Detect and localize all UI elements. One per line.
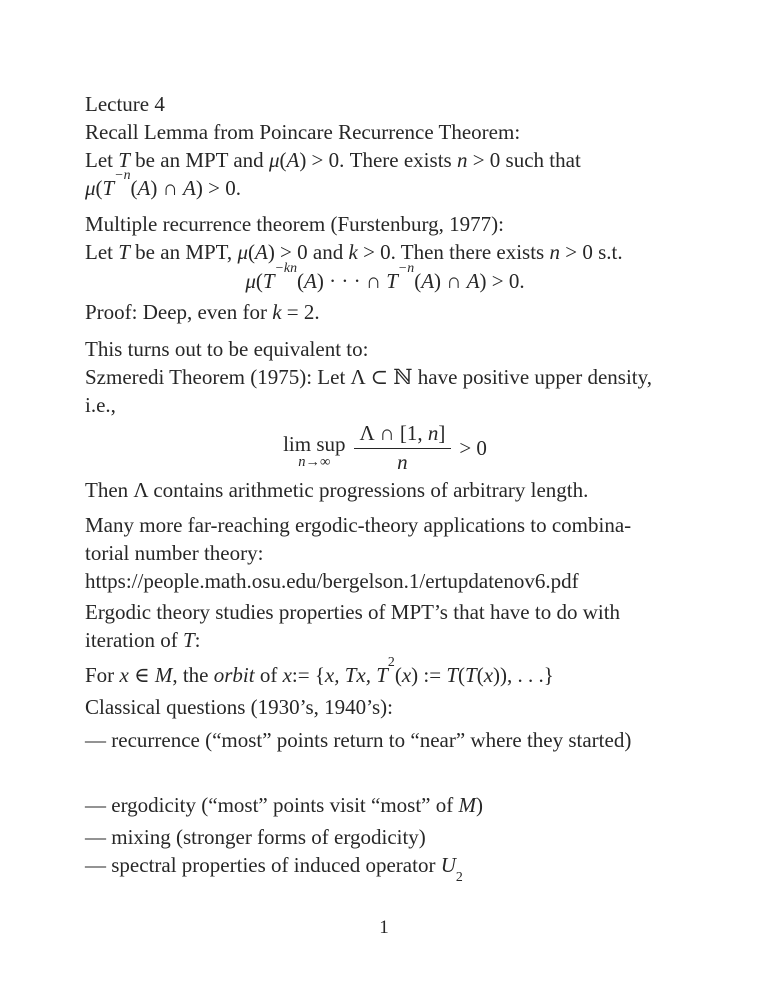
- text-line: [85, 240, 593, 264]
- text-run: Let: [85, 240, 119, 264]
- text-line: [85, 628, 201, 652]
- text-run: k: [272, 300, 282, 324]
- text-run: x: [282, 663, 292, 687]
- text-line: [85, 695, 393, 719]
- text-run: Then Λ contains arithmetic progressions of arbitrary length.: [85, 478, 589, 502]
- list-item-spectral-properties: [85, 851, 685, 884]
- text-run: — recurrence (“most” points return to “near” where they started): [85, 728, 632, 752]
- para-recall-lemma: [85, 118, 685, 146]
- text-run: > 0: [459, 435, 487, 460]
- text-run: Classical questions (1930’s, 1940’s):: [85, 695, 393, 719]
- text-line: [85, 393, 116, 417]
- text-run: A: [137, 176, 151, 200]
- text-run: (: [95, 176, 103, 200]
- text-run: −kn: [274, 260, 298, 276]
- text-line: [85, 92, 165, 116]
- para-multiple-recurrence-theorem: [85, 210, 685, 238]
- text-run: A: [421, 269, 435, 293]
- relation-text: [459, 434, 487, 462]
- page-number: 1: [379, 917, 389, 938]
- limsup-subscript: [298, 455, 330, 470]
- text-line: [85, 148, 581, 172]
- text-run: x: [119, 663, 129, 687]
- text-run: ) > 0 and: [267, 240, 349, 264]
- text-run: For: [85, 663, 120, 687]
- text-run: x: [483, 663, 494, 687]
- text-run: ) ∩: [434, 269, 467, 293]
- text-line: [85, 541, 263, 565]
- text-run: n: [549, 240, 560, 264]
- para-ergodic-theory-studies: [85, 598, 685, 654]
- text-run: be an MPT,: [129, 240, 238, 264]
- text-run: T: [386, 269, 398, 293]
- reference-url-text: [85, 569, 579, 593]
- text-run: ): [475, 793, 483, 817]
- text-line: [85, 212, 504, 236]
- para-equivalent-remark: [85, 335, 685, 363]
- text-run: orbit: [213, 663, 255, 687]
- text-run: > 0: [559, 240, 593, 264]
- text-line: [85, 825, 426, 849]
- display-equation-multiple-recurrence: [85, 260, 685, 296]
- text-line: [85, 793, 483, 817]
- text-run: Λ ∩ [1,: [359, 421, 428, 445]
- text-run: (: [255, 269, 263, 293]
- text-run: (: [458, 663, 466, 687]
- para-classical-questions: [85, 693, 685, 721]
- text-run: Multiple recurrence theorem (Furstenburg, 1977):: [85, 212, 504, 236]
- text-run: s.t.: [598, 240, 623, 264]
- fraction-denominator: [354, 449, 452, 474]
- text-run: x, Tx, T: [324, 663, 388, 687]
- text-run: of: [254, 663, 283, 687]
- para-arithmetic-progressions: [85, 476, 685, 504]
- text-run: μ: [245, 269, 256, 293]
- text-line: [85, 167, 241, 200]
- text-run: T: [262, 269, 275, 293]
- text-run: T: [102, 176, 115, 200]
- text-run: →∞: [305, 454, 331, 470]
- text-run: Let: [85, 148, 119, 172]
- para-lecture-title: [85, 90, 685, 118]
- text-run: Recall Lemma from Poincare Recurrence Theorem:: [85, 120, 521, 144]
- para-poincare-lemma-statement: [85, 146, 685, 202]
- text-line: [85, 654, 554, 687]
- text-line: [85, 120, 520, 144]
- text-line: [85, 337, 368, 361]
- fraction-numerator: [354, 421, 452, 449]
- text-run: torial number theory:: [85, 541, 264, 565]
- text-run: T: [118, 240, 130, 264]
- text-run: (: [414, 269, 422, 293]
- para-reference-url: [85, 567, 685, 595]
- text-run: 2: [455, 868, 463, 884]
- text-run: −n: [397, 260, 415, 276]
- text-run: , the: [172, 663, 214, 687]
- page-footer: [0, 916, 768, 940]
- text-run: n: [427, 421, 439, 445]
- text-run: M: [154, 663, 173, 687]
- text-run: T: [118, 148, 130, 172]
- text-line: [85, 478, 588, 502]
- text-run: μ: [85, 176, 96, 200]
- para-proof-remark: [85, 298, 685, 326]
- text-run: (: [394, 663, 402, 687]
- page-body: [85, 90, 685, 884]
- equation-text: [245, 260, 525, 293]
- text-line: [85, 853, 463, 884]
- text-run: (: [130, 176, 138, 200]
- text-run: := {: [291, 663, 325, 687]
- text-run: n: [456, 148, 468, 172]
- text-run: Proof: Deep, even for: [85, 300, 273, 324]
- text-run: i.e.,: [85, 393, 116, 417]
- text-run: ]: [438, 421, 446, 445]
- text-line: [598, 240, 623, 264]
- text-run: A: [286, 148, 300, 172]
- text-run: T: [182, 628, 195, 652]
- text-run: U: [440, 853, 456, 877]
- text-run: (: [476, 663, 484, 687]
- text-run: — ergodicity (“most” points visit “most” of: [85, 793, 459, 817]
- para-szmeredi-theorem: [85, 363, 685, 419]
- text-run: ) > 0.: [479, 269, 525, 293]
- text-run: ) :=: [411, 663, 447, 687]
- limsup-operator: [283, 433, 345, 470]
- text-run: n: [397, 450, 408, 474]
- para-applications: [85, 511, 685, 567]
- list-item-ergodicity: [85, 791, 685, 819]
- text-run: > 0. Then there exists: [357, 240, 550, 264]
- text-line: [85, 600, 620, 624]
- para-furstenburg-statement: [85, 238, 685, 266]
- text-run: ) > 0.: [195, 176, 241, 200]
- text-run: ) · · · ∩: [316, 269, 387, 293]
- text-run: 2: [387, 654, 395, 670]
- text-run: This turns out to be equivalent to:: [85, 337, 369, 361]
- text-run: Many more far-reaching ergodic-theory applications to combina-: [85, 513, 632, 537]
- text-run: ) ∩: [150, 176, 184, 200]
- text-run: k: [348, 240, 358, 264]
- text-run: A: [466, 269, 480, 293]
- text-run: (: [297, 269, 305, 293]
- list-item-recurrence: [85, 726, 685, 754]
- list-item-mixing: [85, 823, 685, 851]
- text-run: μ: [237, 240, 248, 264]
- text-run: > 0 such that: [467, 148, 581, 172]
- limsup-text: [283, 433, 345, 455]
- text-run: :: [194, 628, 201, 652]
- para-orbit-definition: [85, 654, 685, 689]
- text-run: M: [458, 793, 476, 817]
- text-line: [85, 513, 631, 537]
- text-run: ) > 0. There exists: [299, 148, 457, 172]
- text-run: (: [279, 148, 287, 172]
- fraction: [354, 421, 452, 474]
- text-run: lim sup: [283, 432, 346, 456]
- text-run: T: [465, 663, 477, 687]
- text-run: be an MPT and: [129, 148, 269, 172]
- text-run: — spectral properties of induced operator: [85, 853, 441, 877]
- text-run: A: [304, 269, 317, 293]
- text-line: [85, 300, 320, 324]
- text-line: [85, 365, 652, 389]
- text-run: x: [401, 663, 412, 687]
- text-run: Lecture 4: [85, 92, 165, 116]
- text-run: iteration of: [85, 628, 183, 652]
- text-line: [85, 728, 631, 752]
- text-run: n: [298, 454, 306, 470]
- text-run: A: [254, 240, 268, 264]
- text-run: Szmeredi Theorem (1975): Let Λ ⊂ ℕ have positive upper density,: [85, 365, 652, 389]
- text-run: −n: [114, 167, 131, 183]
- text-run: A: [183, 176, 196, 200]
- text-run: Ergodic theory studies properties of MPT’s that have to do with: [85, 600, 621, 624]
- text-run: = 2.: [281, 300, 320, 324]
- text-run: )), . . .}: [493, 663, 554, 687]
- text-run: ∈: [128, 663, 155, 687]
- text-run: T: [446, 663, 459, 687]
- text-run: (: [247, 240, 255, 264]
- display-equation-upper-density: [85, 421, 685, 474]
- text-run: https://people.math.osu.edu/bergelson.1/ertupdatenov6.pdf: [85, 569, 579, 593]
- text-run: μ: [268, 148, 280, 172]
- text-run: — mixing (stronger forms of ergodicity): [85, 825, 426, 849]
